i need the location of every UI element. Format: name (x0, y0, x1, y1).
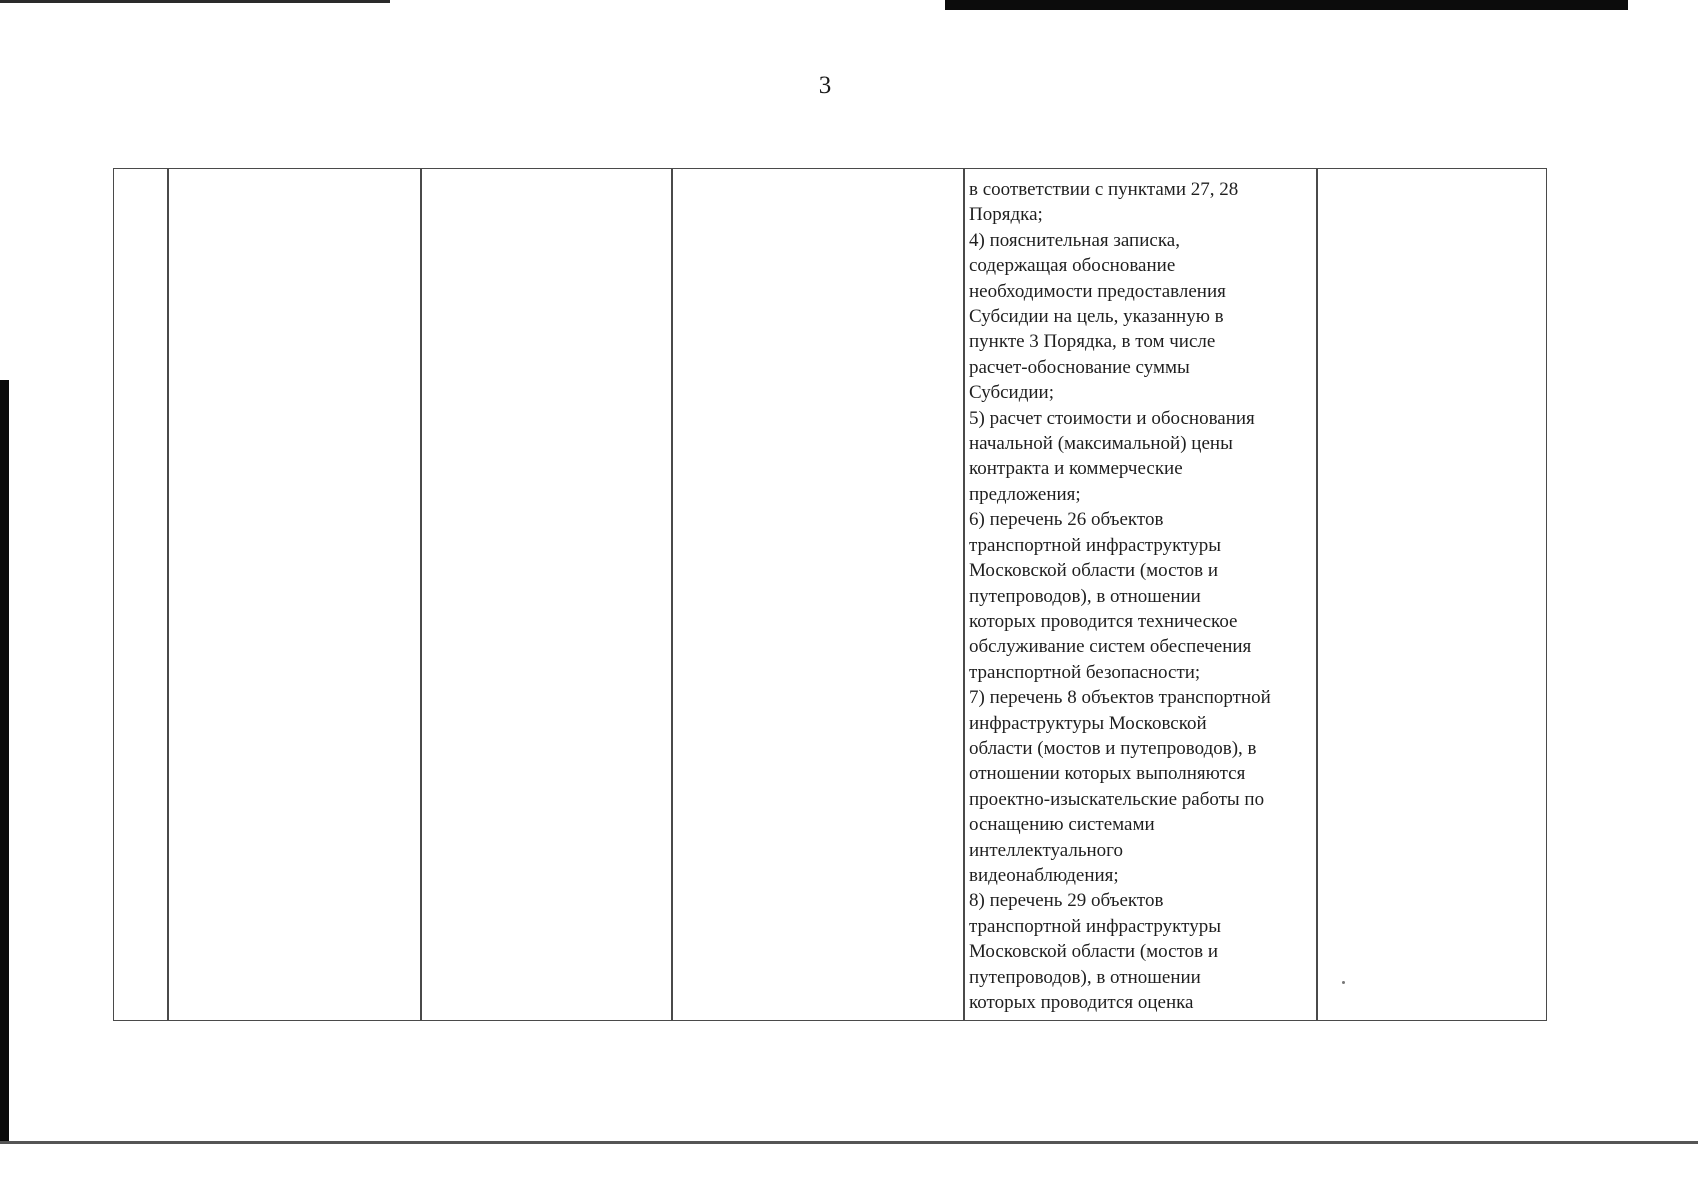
cell-text-line: Субсидии; (969, 382, 1054, 404)
cell-text-line: транспортной инфраструктуры (969, 534, 1221, 556)
cell-text-line: Московской области (мостов и (969, 941, 1219, 963)
cell-text-line: проектно-изыскательские работы по (969, 788, 1265, 810)
cell-text-line: начальной (максимальной) цены (969, 433, 1233, 455)
cell-text-line: 5) расчет стоимости и обоснования (969, 407, 1255, 429)
scan-artifact-left-edge (0, 380, 9, 1143)
cell-text-line: инфраструктуры Московской (969, 712, 1207, 734)
cell-text-line: Московской области (мостов и (969, 560, 1219, 582)
cell-text-line: транспортной безопасности; (969, 661, 1201, 683)
cell-text-line: необходимости предоставления (969, 280, 1226, 302)
cell-text-line: интеллектуального (969, 839, 1123, 861)
cell-text-line: Порядка; (969, 204, 1043, 226)
cell-text-line: контракта и коммерческие (969, 458, 1183, 480)
cell-text-line: транспортной инфраструктуры (969, 915, 1221, 937)
column-divider-2 (420, 169, 422, 1020)
cell-text-line: предложения; (969, 483, 1081, 505)
cell-text-line: путепроводов), в отношении (969, 585, 1201, 607)
cell-text-line: отношении которых выполняются (969, 763, 1246, 785)
column-divider-4 (963, 169, 965, 1020)
cell-text-line: видеонаблюдения; (969, 864, 1119, 886)
cell-text-line: в соответствии с пунктами 27, 28 (969, 179, 1239, 200)
table-cell-text (969, 177, 1319, 1015)
cell-text-line: оснащению системами (969, 814, 1155, 836)
column-divider-1 (167, 169, 169, 1020)
cell-text-line: пункте 3 Порядка, в том числе (969, 331, 1216, 353)
cell-text-line: 4) пояснительная записка, (969, 229, 1180, 251)
scan-speck (1342, 981, 1345, 984)
scan-artifact-bottom-line (0, 1141, 1698, 1144)
cell-text-line: обслуживание систем обеспечения (969, 636, 1252, 658)
cell-text-line: Субсидии на цель, указанную в (969, 306, 1224, 328)
column-divider-3 (671, 169, 673, 1020)
cell-text-line: 6) перечень 26 объектов (969, 509, 1164, 531)
scan-artifact-top-right (945, 0, 1628, 10)
cell-text-line: путепроводов), в отношении (969, 966, 1201, 988)
page-number: 3 (818, 72, 832, 99)
cell-text-line: области (мостов и путепроводов), в (969, 737, 1257, 759)
cell-text-line: которых проводится оценка (969, 992, 1194, 1013)
cell-text-line: 7) перечень 8 объектов транспортной (969, 687, 1271, 709)
cell-text-line: расчет-обоснование суммы (969, 356, 1190, 378)
cell-text-line: содержащая обоснование (969, 255, 1176, 277)
cell-text-line: которых проводится техническое (969, 610, 1238, 632)
document-table (113, 168, 1547, 1021)
cell-text-line: 8) перечень 29 объектов (969, 890, 1164, 912)
scan-artifact-top-left (0, 0, 390, 3)
